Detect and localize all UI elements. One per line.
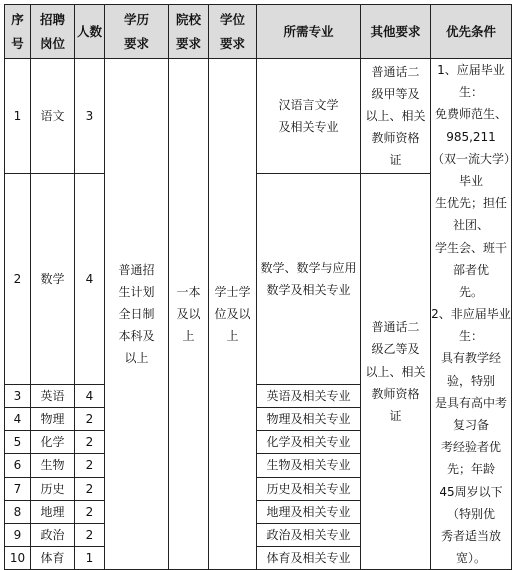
row-post: 物理 — [31, 408, 75, 431]
row-count: 2 — [75, 477, 105, 500]
row-major: 汉语言文学 及相关专业 — [257, 59, 361, 174]
row-index: 6 — [5, 454, 31, 477]
row-post: 地理 — [31, 500, 75, 523]
priority-conditions: 1、应届毕业生： 免费师范生、985,211 （双一流大学）毕业 生优先；担任社团、 学生会、班干部者优 先。 2、非应届毕业生： 具有教学经验，特别 是具有高中考复习备 考经验者优先；年龄 45周岁以下（特别优 秀者适当放宽）。 — [431, 59, 512, 570]
header-education: 学历 要求 — [105, 5, 169, 59]
row-post: 政治 — [31, 523, 75, 546]
row-index: 10 — [5, 547, 31, 570]
other-requirement-a: 普通话二 级甲等及 以上、相关 教师资格 证 — [361, 59, 431, 174]
header-major: 所需专业 — [257, 5, 361, 59]
row-count: 4 — [75, 174, 105, 385]
row-major: 物理及相关专业 — [257, 408, 361, 431]
header-priority: 优先条件 — [431, 5, 512, 59]
degree-requirement: 学士学 位及以 上 — [209, 59, 257, 570]
row-index: 4 — [5, 408, 31, 431]
header-other: 其他要求 — [361, 5, 431, 59]
row-major: 化学及相关专业 — [257, 431, 361, 454]
row-count: 4 — [75, 384, 105, 407]
row-post: 语文 — [31, 59, 75, 174]
header-row — [5, 5, 512, 59]
row-post: 数学 — [31, 174, 75, 385]
header-index: 序 号 — [5, 5, 31, 59]
row-major: 历史及相关专业 — [257, 477, 361, 500]
row-index: 9 — [5, 523, 31, 546]
row-major: 英语及相关专业 — [257, 384, 361, 407]
row-index: 3 — [5, 384, 31, 407]
row-major: 体育及相关专业 — [257, 547, 361, 570]
header-school: 院校 要求 — [169, 5, 209, 59]
row-post: 体育 — [31, 547, 75, 570]
row-post: 英语 — [31, 384, 75, 407]
row-count: 2 — [75, 454, 105, 477]
row-post: 化学 — [31, 431, 75, 454]
row-major: 数学、数学与应用 数学及相关专业 — [257, 174, 361, 385]
recruitment-table — [4, 4, 512, 570]
row-major: 生物及相关专业 — [257, 454, 361, 477]
header-post: 招聘 岗位 — [31, 5, 75, 59]
row-index: 5 — [5, 431, 31, 454]
row-count: 2 — [75, 431, 105, 454]
row-index: 7 — [5, 477, 31, 500]
row-count: 2 — [75, 408, 105, 431]
row-count: 2 — [75, 500, 105, 523]
header-degree: 学位 要求 — [209, 5, 257, 59]
row-index: 1 — [5, 59, 31, 174]
table-row — [5, 59, 512, 174]
education-requirement: 普通招 生计划 全日制 本科及 以上 — [105, 59, 169, 570]
other-requirement-b: 普通话二 级乙等及 以上、相关 教师资格 证 — [361, 174, 431, 570]
row-major: 地理及相关专业 — [257, 500, 361, 523]
row-count: 1 — [75, 547, 105, 570]
header-count: 人数 — [75, 5, 105, 59]
row-post: 历史 — [31, 477, 75, 500]
row-index: 2 — [5, 174, 31, 385]
row-count: 2 — [75, 523, 105, 546]
school-requirement: 一本 及以 上 — [169, 59, 209, 570]
row-major: 政治及相关专业 — [257, 523, 361, 546]
row-post: 生物 — [31, 454, 75, 477]
row-index: 8 — [5, 500, 31, 523]
row-count: 3 — [75, 59, 105, 174]
